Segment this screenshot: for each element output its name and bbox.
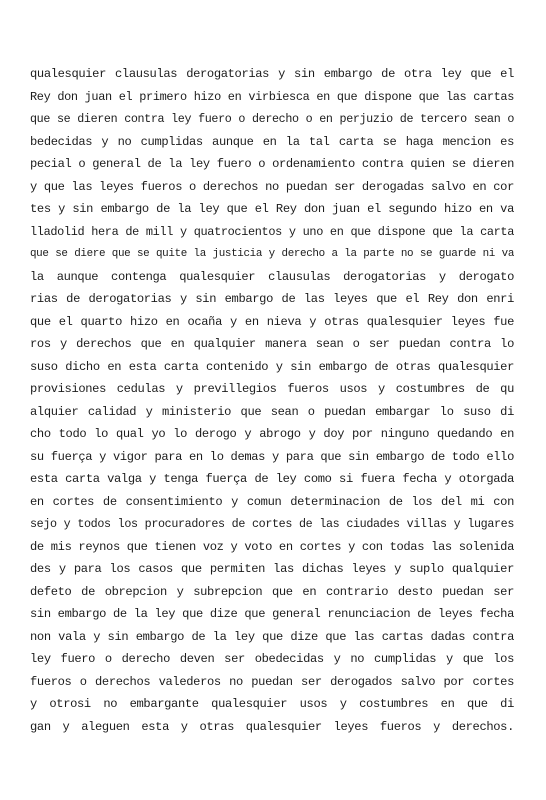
text-line: sejo y todos los procuradores de cortes de las ciudades villas y lugares	[30, 517, 514, 531]
text-line: pecial o general de la ley fuero o ordenamiento contra quien se dieren	[30, 157, 514, 171]
text-line: que el quarto hizo en ocaña y en nieva y otras qualesquier leyes fue	[30, 314, 514, 329]
text-line: ros y derechos que en qualquier manera sean o ser puedan contra lo	[30, 337, 514, 351]
text-line: cho todo lo qual yo lo derogo y abrogo y doy por ninguno quedando en	[30, 427, 514, 441]
text-line: bedecidas y no cumplidas aunque en la tal carta se haga mencion es	[30, 134, 514, 149]
text-line: su fuerça y vigor para en lo demas y para que sin embargo de todo ello	[30, 449, 514, 464]
text-line: des y para los casos que permiten las dichas leyes y suplo qualquier	[30, 562, 514, 576]
text-line: tes y sin embargo de la ley que el Rey don juan el segundo hizo en va	[30, 202, 514, 216]
text-line: provisiones cedulas y previllegios fueros usos y costumbres de qu	[30, 382, 514, 396]
text-line: alquier calidad y ministerio que sean o puedan embargar lo suso di	[30, 404, 514, 419]
text-line: y otrosi no embargante qualesquier usos y costumbres en que di	[30, 697, 514, 711]
text-line: en cortes de consentimiento y comun determinacion de los del mi con	[30, 494, 514, 509]
text-line: suso dicho en esta carta contenido y sin embargo de otras qualesquier	[30, 359, 514, 374]
text-line: de mis reynos que tienen voz y voto en cortes y con todas las solenida	[30, 539, 514, 554]
text-line: fueros o derechos valederos no puedan ser derogados salvo por cortes	[30, 674, 514, 689]
text-line: rias de derogatorias y sin embargo de las leyes que el Rey don enri	[30, 292, 514, 306]
text-line: gan y aleguen esta y otras qualesquier leyes fueros y derechos.	[30, 719, 514, 734]
text-line: ley fuero o derecho deven ser obedecidas y no cumplidas y que los	[30, 652, 514, 666]
text-line: y que las leyes fueros o derechos no puedan ser derogadas salvo en cor	[30, 179, 514, 194]
body-text	[30, 63, 514, 738]
text-line: esta carta valga y tenga fuerça de ley como si fuera fecha y otorgada	[30, 472, 514, 486]
text-line: non vala y sin embargo de la ley que dize que las cartas dadas contra	[30, 629, 514, 644]
text-line: que se diere que se quite la justicia y derecho a la parte no se guarde ni va	[30, 248, 514, 260]
text-line: defeto de obrepcion y subrepcion que en contrario desto puedan ser	[30, 584, 514, 599]
text-line: la aunque contenga qualesquier clausulas derogatorias y derogato	[30, 269, 514, 284]
text-line: Rey don juan el primero hizo en virbiesca en que dispone que las cartas	[30, 89, 514, 104]
text-line: lladolid hera de mill y quatrocientos y uno en que dispone que la carta	[30, 224, 514, 239]
text-line: qualesquier clausulas derogatorias y sin embargo de otra ley que el	[30, 67, 514, 81]
text-line: que se dieren contra ley fuero o derecho o en perjuzio de tercero sean o	[30, 112, 514, 126]
text-line: sin embargo de la ley que dize que general renunciacion de leyes fecha	[30, 607, 514, 621]
